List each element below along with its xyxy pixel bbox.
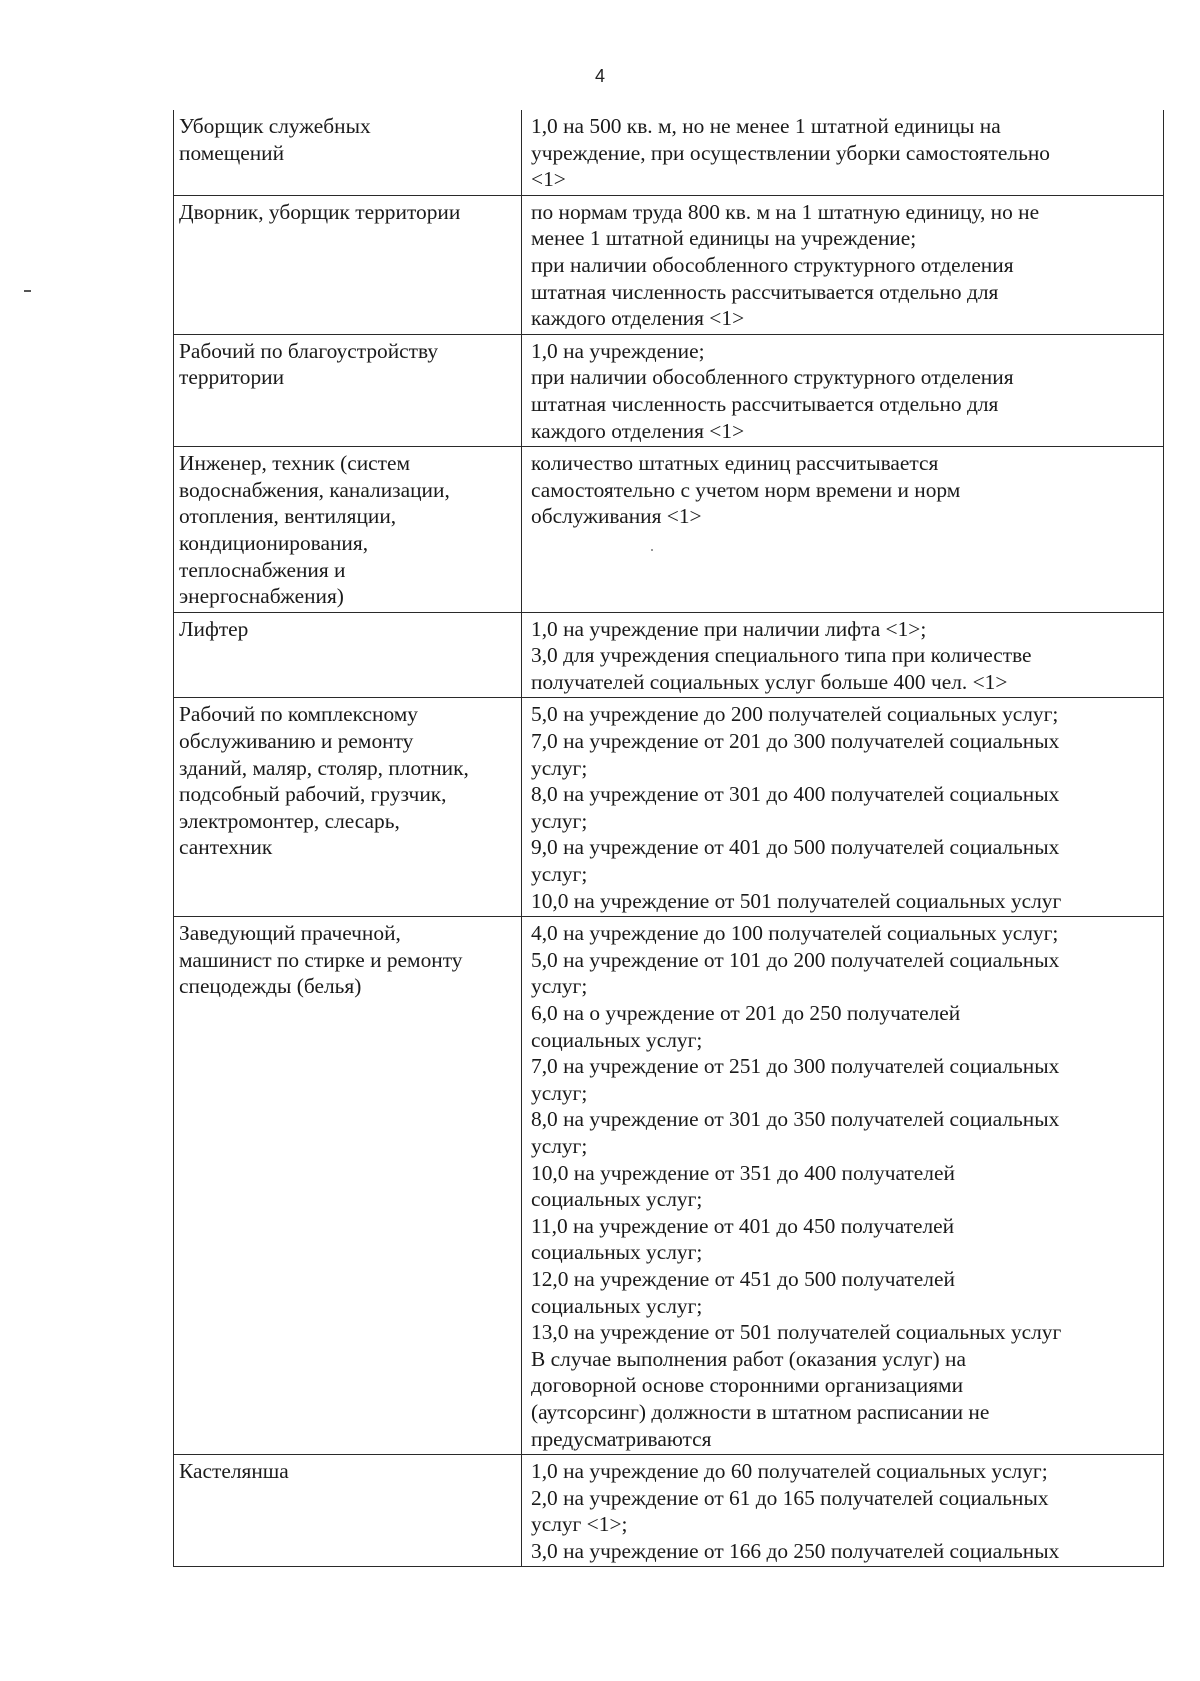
norm-line: самостоятельно с учетом норм времени и норм (531, 477, 961, 502)
norm-line: 3,0 на учреждение от 166 до 250 получателей социальных (531, 1538, 1060, 1563)
position-cell (174, 334, 522, 446)
norm-line: социальных услуг; (531, 1240, 703, 1265)
position-line: сантехник (179, 835, 273, 860)
norm-line: 10,0 на учреждение от 351 до 400 получателей (531, 1160, 955, 1185)
norm-line: 1,0 на учреждение; (531, 338, 705, 363)
position-line: Заведующий прачечной, (179, 921, 401, 946)
norm-cell (522, 195, 1164, 334)
position-line: энергоснабжения) (179, 584, 344, 609)
norm-line: услуг; (531, 862, 588, 887)
norm-cell (522, 917, 1164, 1455)
norm-line: по нормам труда 800 кв. м на 1 штатную единицу, но не (531, 199, 1040, 224)
norm-line: 1,0 на учреждение до 60 получателей социальных услуг; (531, 1459, 1048, 1484)
norm-line: 1,0 на 500 кв. м, но не менее 1 штатной единицы на (531, 114, 1001, 138)
position-cell (174, 447, 522, 613)
norm-line: 11,0 на учреждение от 401 до 450 получателей (531, 1213, 955, 1238)
norm-line: менее 1 штатной единицы на учреждение; (531, 226, 917, 251)
table-row (174, 698, 1164, 917)
norm-line: 5,0 на учреждение до 200 получателей социальных услуг; (531, 702, 1059, 727)
norm-line: 5,0 на учреждение от 101 до 200 получателей социальных (531, 947, 1060, 972)
norm-cell (522, 612, 1164, 698)
position-cell (174, 612, 522, 698)
table-row (174, 334, 1164, 446)
norm-line: 12,0 на учреждение от 451 до 500 получателей (531, 1266, 955, 1291)
position-line: Кастелянша (179, 1459, 289, 1484)
norm-line: количество штатных единиц рассчитывается (531, 451, 939, 476)
norm-line: получателей социальных услуг больше 400 чел. <1> (531, 669, 1008, 694)
norm-line: услуг; (531, 974, 588, 999)
norm-line: 8,0 на учреждение от 301 до 350 получателей социальных (531, 1107, 1060, 1132)
table-row (174, 195, 1164, 334)
norm-line: 4,0 на учреждение до 100 получателей социальных услуг; (531, 921, 1059, 946)
norm-line: обслуживания <1> (531, 504, 702, 529)
norm-line: социальных услуг; (531, 1187, 703, 1212)
norm-line: учреждение, при осуществлении уборки самостоятельно (531, 140, 1050, 165)
position-cell (174, 1455, 522, 1567)
scan-mark (24, 290, 31, 292)
norm-line: 7,0 на учреждение от 201 до 300 получателей социальных (531, 729, 1060, 754)
norm-line: услуг <1>; (531, 1512, 628, 1537)
norm-line: социальных услуг; (531, 1293, 703, 1318)
norm-line: 10,0 на учреждение от 501 получателей социальных услуг (531, 888, 1062, 913)
table-row (174, 612, 1164, 698)
norm-line: услуг; (531, 1080, 588, 1105)
norm-line: при наличии обособленного структурного отделения (531, 252, 1014, 277)
position-line: зданий, маляр, столяр, плотник, (179, 755, 469, 780)
norm-line: В случае выполнения работ (оказания услуг) на (531, 1346, 966, 1371)
norm-line: 6,0 на о учреждение от 201 до 250 получателей (531, 1001, 961, 1025)
position-cell (174, 195, 522, 334)
norm-line: 8,0 на учреждение от 301 до 400 получателей социальных (531, 782, 1060, 807)
position-cell (174, 698, 522, 917)
position-line: обслуживанию и ремонту (179, 729, 414, 754)
table-row (174, 1455, 1164, 1567)
table-row (174, 447, 1164, 613)
norm-line: штатная численность рассчитывается отдельно для (531, 391, 999, 416)
norm-cell (522, 1455, 1164, 1567)
norm-line: каждого отделения <1> (531, 418, 745, 443)
norm-line: 3,0 для учреждения специального типа при количестве (531, 643, 1032, 668)
position-cell (174, 917, 522, 1455)
position-line: спецодежды (белья) (179, 974, 362, 999)
position-line: помещений (179, 140, 285, 165)
norm-line: каждого отделения <1> (531, 306, 745, 331)
position-line: теплоснабжения и (179, 557, 346, 582)
position-line: Рабочий по комплексному (179, 702, 418, 727)
norm-line: договорной основе сторонними организациями (531, 1373, 964, 1398)
position-line: Уборщик служебных (179, 114, 371, 138)
position-line: подсобный рабочий, грузчик, (179, 782, 447, 807)
norm-line: 9,0 на учреждение от 401 до 500 получателей социальных (531, 835, 1060, 860)
position-line: кондиционирования, (179, 530, 369, 555)
staffing-norms-table (173, 110, 1164, 1567)
norm-cell (522, 447, 1164, 613)
norm-line: (аутсорсинг) должности в штатном расписании не (531, 1399, 990, 1424)
norm-cell (522, 110, 1164, 195)
position-line: Дворник, уборщик территории (179, 199, 461, 224)
position-line: водоснабжения, канализации, (179, 477, 450, 502)
norm-line: штатная численность рассчитывается отдельно для (531, 279, 999, 304)
norm-cell (522, 334, 1164, 446)
norm-line: услуг; (531, 1133, 588, 1158)
norm-line: 1,0 на учреждение при наличии лифта <1>; (531, 616, 927, 641)
norm-line: 7,0 на учреждение от 251 до 300 получателей социальных (531, 1054, 1060, 1079)
position-line: Рабочий по благоустройству (179, 338, 439, 363)
position-line: машинист по стирке и ремонту (179, 947, 463, 972)
norm-line: <1> (531, 167, 566, 192)
norm-line: социальных услуг; (531, 1027, 703, 1052)
position-line: Инженер, техник (систем (179, 451, 411, 476)
norm-line: при наличии обособленного структурного отделения (531, 365, 1014, 390)
page-number: 4 (594, 66, 605, 86)
norm-line: услуг; (531, 755, 588, 780)
position-line: Лифтер (179, 616, 249, 641)
table-row (174, 917, 1164, 1455)
position-cell (174, 110, 522, 195)
norm-cell (522, 698, 1164, 917)
position-line: территории (179, 365, 285, 390)
norm-line: предусматриваются (531, 1426, 712, 1451)
table-body (174, 110, 1164, 1567)
position-line: отопления, вентиляции, (179, 504, 397, 529)
norm-line: услуг; (531, 808, 588, 833)
position-line: электромонтер, слесарь, (179, 808, 400, 833)
norm-line: 2,0 на учреждение от 61 до 165 получателей социальных (531, 1485, 1049, 1510)
table-row (174, 110, 1164, 195)
norm-line: 13,0 на учреждение от 501 получателей социальных услуг (531, 1320, 1062, 1345)
